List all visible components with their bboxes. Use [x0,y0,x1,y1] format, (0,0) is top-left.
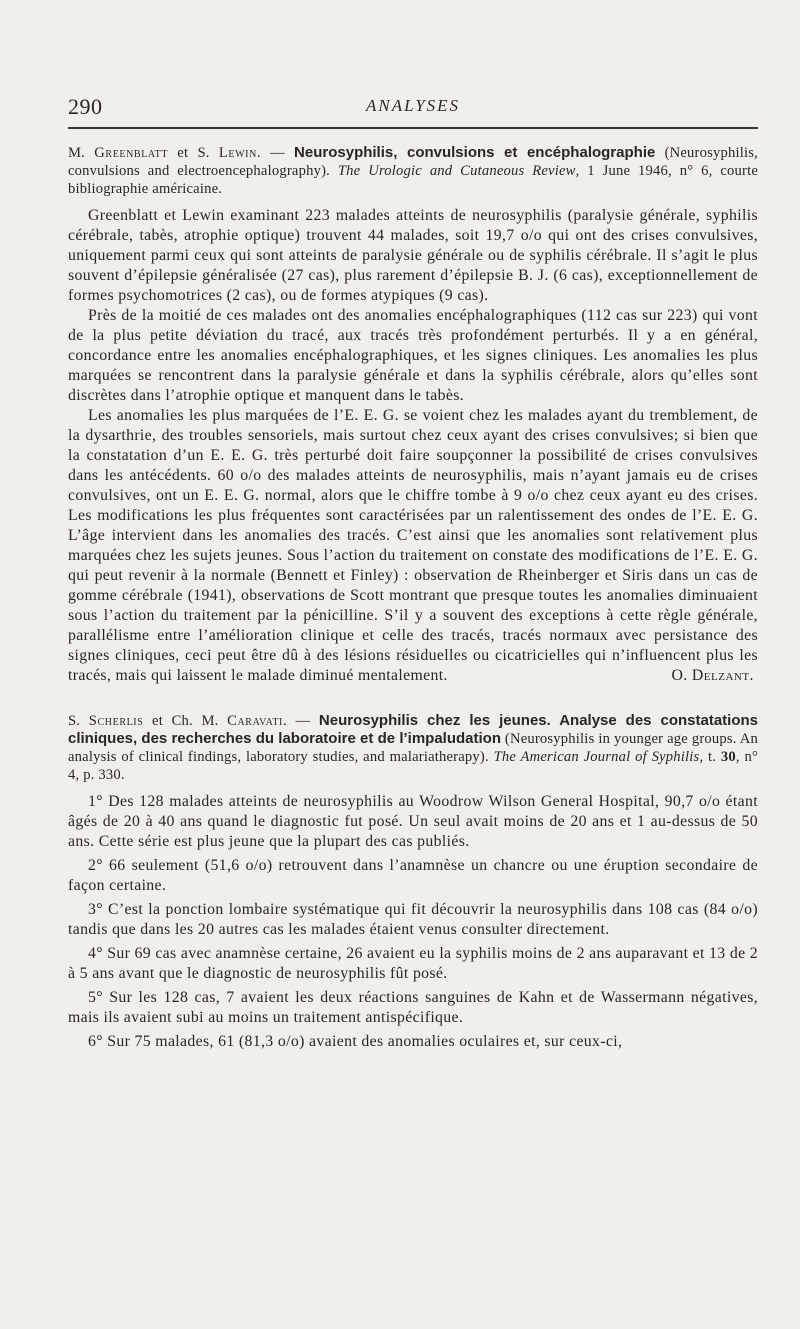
paragraph: Les anomalies les plus marquées de l’E. E. G. se voient chez les malades ayant du tremblement, de la dysarthrie, des troubles sensoriels, mais surtout chez ceux ayant des crises convulsives; si bien que la constatation d’un E. E. G. très perturbé doit faire soupçonner la possibilité de crises convulsives dans les antécédents. 60 o/o des malades atteints de neurosyphilis, mais n’ayant jamais eu de crises convulsives, ont un E. E. G. normal, alors que le chiffre tombe à 9 o/o chez ceux ayant eu des crises. Les modifications les plus fréquentes sont caractérisées par un ralentissement des ondes de l’E. E. G. L’âge intervient dans les anomalies des tracés. C’est ainsi que les anomalies sont relativement plus marquées chez les sujets jeunes. Sous l’action du traitement on constate des modifications de l’E. E. G. qui peut revenir à la normale (Bennett et Finley) : observation de Rheinberger et Siris dans un cas de gomme cérébrale (1941), observations de Scott montrant que presque toutes les anomalies diminuaient sous l’action du traitement par la pénicilline. S’il y a souvent des exceptions à cette règle générale, parallélisme entre l’amélioration clinique et celle des tracés, tracés normaux avec persistance des signes cliniques, ceci peut être dû à des lésions résiduelles ou cicatricielles qui n’influencent plus les tracés, mais qui laissent le malade diminué mentalement. [68,407,758,684]
numbered-paragraph: 4° Sur 69 cas avec anamnèse certaine, 26 avaient eu la syphilis moins de 2 ans auparavant et 13 de 2 à 5 ans avant que le diagnostic de neurosyphilis fût posé. [68,945,758,982]
article-title: Neurosyphilis, convulsions et encéphalographie [294,144,656,161]
author-name: Greenblatt [94,145,169,161]
citation-details: , n° 4, p. 330. [68,749,758,783]
citation-dash: . — [256,145,295,161]
signature-initial: O. [671,667,692,684]
article-citation [68,712,758,784]
page-number: 290 [68,94,103,119]
numbered-paragraph: 6° Sur 75 malades, 61 (81,3 o/o) avaient des anomalies oculaires et, sur ceux-ci, [88,1033,623,1050]
citation-conjunction: et S. [168,145,219,161]
citation-prefix: M. [68,145,86,161]
numbered-paragraph: 3° C’est la ponction lombaire systématique qui fit découvrir la neurosyphilis dans 108 cas (84 o/o) tandis que dans les 20 autres cas les malades étaient venus consulter directement. [68,901,758,938]
citation-dash: . — [282,713,319,729]
author-name: Lewin [218,145,257,161]
article-scherlis-caravati [68,712,758,1052]
title-translation: (Neurosyphilis, convulsions and electroencephalography). [68,145,758,179]
article-citation [68,144,758,198]
article-greenblatt-lewin [68,144,758,686]
paragraph: Près de la moitié de ces malades ont des anomalies encéphalographiques (112 cas sur 223) qui vont de la plus petite déviation du tracé, aux tracés très profondément perturbés. Il y a en général, concordance entre les anomalies encéphalographiques, et les signes cliniques. Les anomalies les plus marquées se rencontrent dans la paralysie générale et dans la syphilis cérébrale, alors qu’elles sont discrètes dans l’atrophie optique et manquent dans le tabès. [68,307,758,404]
title-translation: (Neurosyphilis in younger age groups. An analysis of clinical findings, laboratory studies, and malariatherapy). [68,731,758,765]
numbered-paragraph: 5° Sur les 128 cas, 7 avaient les deux réactions sanguines de Kahn et de Wassermann négatives, mais ils avaient subi au moins un traitement antispécifique. [68,989,758,1026]
journal-name: The American Journal of Syphilis [493,749,700,765]
page-header [68,92,758,122]
numbered-paragraph: 2° 66 seulement (51,6 o/o) retrouvent dans l’anamnèse un chancre ou une éruption secondaire de façon certaine. [68,857,758,894]
running-head: ANALYSES [365,96,461,115]
header-rule [68,127,758,129]
author-name: Scherlis [88,713,144,729]
page-body [68,144,758,1052]
paragraph: Greenblatt et Lewin examinant 223 malades atteints de neurosyphilis (paralysie générale, syphilis cérébrale, tabès, atrophie optique) trouvent 44 malades, soit 19,7 o/o qui ont des crises convulsives, uniquement parmi ceux qui sont atteints de paralysie générale ou de syphilis cérébrale. Il s’agit le plus souvent d’épilepsie généralisée (27 cas), plus rarement d’épilepsie B. J. (6 cas), exceptionnellement de formes psychomotrices (2 cas), ou de formes atypiques (9 cas). [68,207,758,304]
signature-name: Delzant. [691,667,754,684]
citation-details: , t. [699,749,721,765]
citation-conjunction: et Ch. M. [143,713,228,729]
article-title: Neurosyphilis chez les jeunes. Analyse des constatations cliniques, des recherches du laboratoire et de l’impaludation [68,712,758,747]
citation-prefix: S. [68,713,89,729]
journal-name: The Urologic and Cutaneous Review [337,163,576,179]
citation-details: , 1 June 1946, n° 6, courte bibliographie américaine. [68,163,759,197]
numbered-paragraph: 1° Des 128 malades atteints de neurosyphilis au Woodrow Wilson General Hospital, 90,7 o/o étant âgés de 20 à 40 ans quand le diagnostic fut posé. Un seul avait moins de 20 ans et 1 au-dessus de 50 ans. Cette série est plus jeune que la plupart des cas publiés. [68,793,758,850]
author-name: Caravati [227,713,283,729]
volume-number: 30 [720,749,736,765]
